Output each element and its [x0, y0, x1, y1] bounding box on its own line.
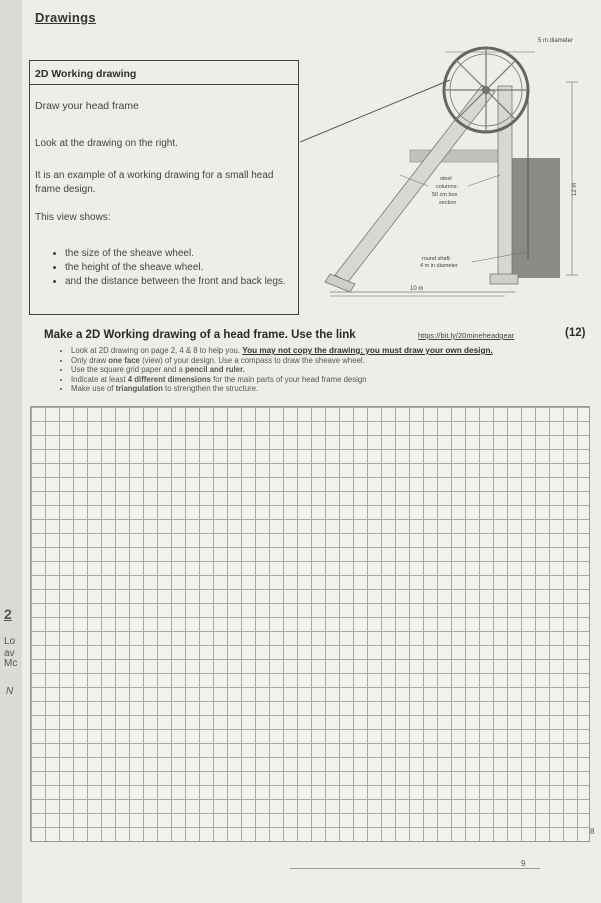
resource-link[interactable]: https://bit.ly/20mineheadgear	[418, 331, 515, 340]
front-leg	[498, 86, 512, 282]
square-grid-paper[interactable]	[30, 406, 590, 842]
task-heading: Make a 2D Working drawing of a head frame. Use the link	[44, 329, 356, 341]
edge-text-3: Mc	[4, 658, 18, 669]
box-title: 2D Working drawing	[30, 61, 298, 85]
edge-text-2: av	[4, 648, 15, 659]
columns-label: columns:	[436, 184, 459, 190]
steel-label: steel	[440, 176, 452, 182]
width-label: 10 m	[410, 286, 424, 292]
shaft-label: round shaft:	[422, 256, 452, 262]
box-section-label: 50 cm box	[432, 192, 458, 198]
front-leg-foot	[490, 274, 518, 284]
head-frame-diagram	[300, 20, 600, 320]
page-heading: Drawings	[35, 10, 96, 25]
section-label: section	[439, 200, 457, 206]
box-para-4: This view shows:	[35, 212, 111, 223]
back-leg	[335, 85, 495, 282]
list-item: • the height of the sheave wheel.	[65, 261, 295, 275]
sheave-wheel	[444, 48, 528, 132]
height-label: 12 m	[572, 182, 578, 196]
marks-label: (12)	[565, 327, 586, 339]
list-item: • and the distance between the front and back legs.	[65, 275, 295, 289]
page-number-left: 8	[590, 827, 595, 836]
task-bullets	[57, 346, 601, 394]
list-item: • Use the square grid paper and a pencil and ruler.	[71, 365, 601, 375]
box-para-3: It is an example of a working drawing for a small head frame design.	[35, 170, 274, 195]
footer-divider	[290, 868, 540, 869]
edge-number: 2	[4, 606, 12, 622]
list-item: • Look at 2D drawing on page 2, 4 & 8 to help you. You may not copy the drawing; you must draw your own design.	[71, 346, 601, 356]
list-item: • the size of the sheave wheel.	[65, 247, 295, 261]
list-item: • Make use of triangulation to strengthen the structure.	[71, 384, 601, 394]
adjacent-page-edge	[0, 0, 22, 903]
box-para-1: Draw your head frame	[35, 100, 139, 112]
edge-text-4: N	[6, 686, 14, 697]
box-list	[35, 247, 295, 289]
box-para-2: Look at the drawing on the right.	[35, 138, 178, 149]
instruction-box	[29, 60, 299, 315]
list-item: • Only draw one face (view) of your design. Use a compass to draw the sheave wheel.	[71, 356, 601, 366]
shaft-diameter-label: 4 m in diameter	[420, 263, 458, 269]
page-number-right: 9	[521, 859, 526, 868]
list-item: • Indicate at least 4 different dimensions for the main parts of your head frame design	[71, 375, 601, 385]
hoist-rope	[300, 80, 450, 142]
edge-text-1: Lo	[4, 636, 16, 647]
diameter-label: 5 m diameter	[538, 38, 574, 44]
